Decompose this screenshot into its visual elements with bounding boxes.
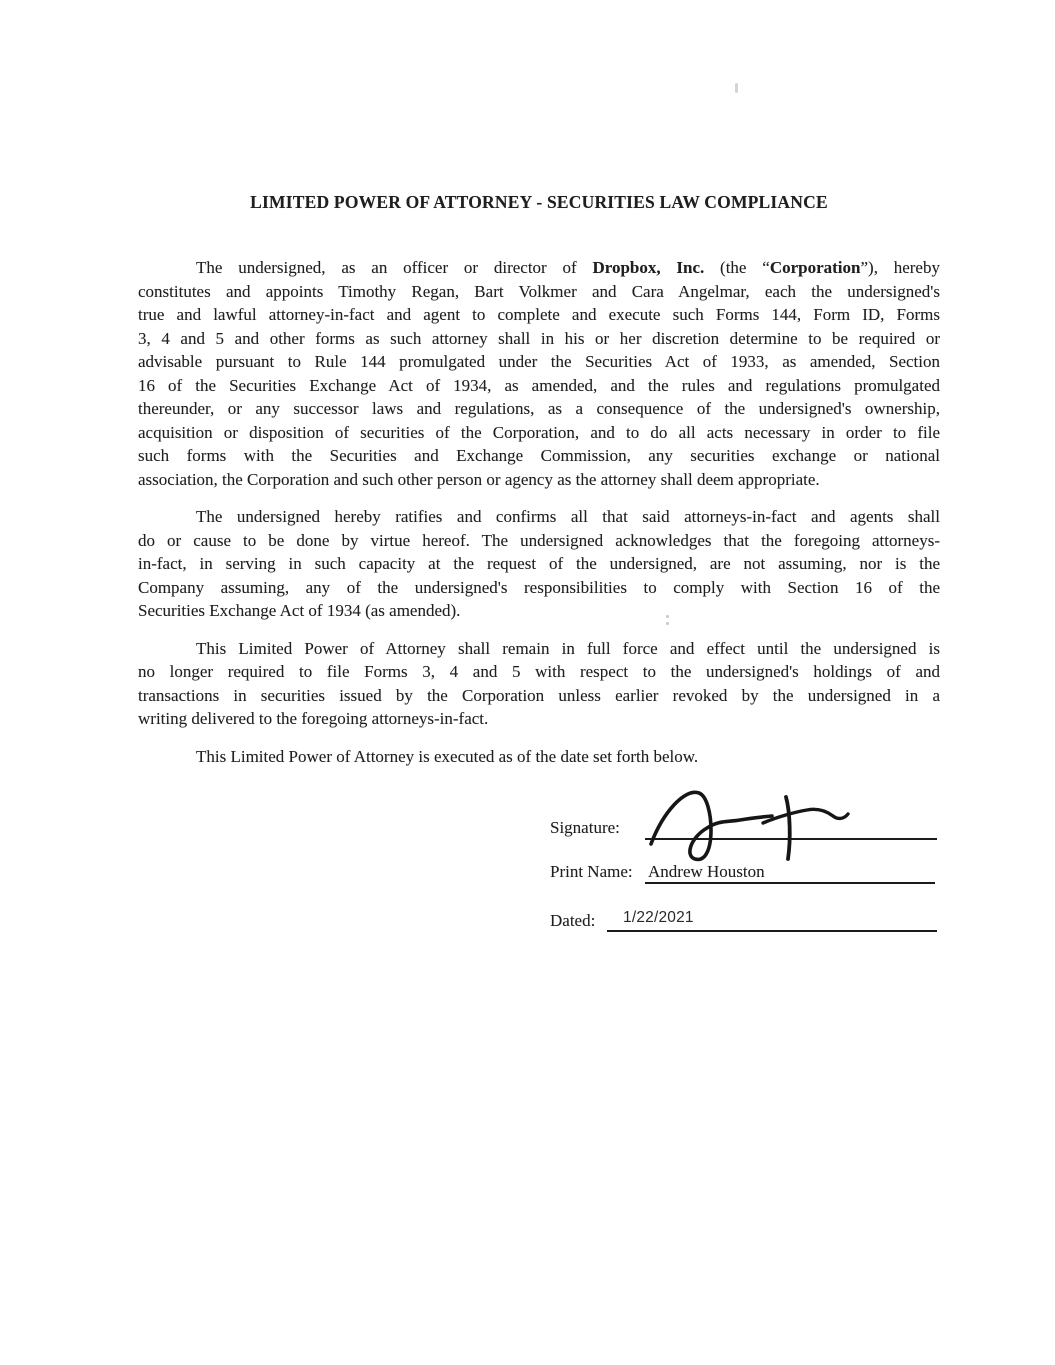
paragraph-ratification <box>138 505 940 623</box>
paragraph-line: Securities Exchange Act of 1934 (as amended). <box>138 601 461 620</box>
paragraph-line: This Limited Power of Attorney shall remain in full force and effect until the undersigned is <box>196 638 940 658</box>
paragraph-execution <box>138 745 940 769</box>
paragraph-line: advisable pursuant to Rule 144 promulgated under the Securities Act of 1933, as amended, Section <box>138 352 940 371</box>
dated-label: Dated: <box>550 911 596 930</box>
paragraph-duration <box>138 637 940 731</box>
paragraph-appointment <box>138 256 940 491</box>
paragraph-line: in-fact, in serving in such capacity at the request of the undersigned, are not assuming, nor is the <box>138 554 940 573</box>
paragraph-line: writing delivered to the foregoing attorneys-in-fact. <box>138 709 489 728</box>
document-body <box>138 190 940 782</box>
paragraph-line: constitutes and appoints Timothy Regan, Bart Volkmer and Cara Angelmar, each the undersigned's <box>138 281 940 301</box>
paragraph-line: such forms with the Securities and Exchange Commission, any securities exchange or national <box>138 446 940 465</box>
paragraph-line: Company assuming, any of the undersigned's responsibilities to comply with Section 16 of the <box>138 577 940 597</box>
paragraph-line: This Limited Power of Attorney is executed as of the date set forth below. <box>196 746 699 766</box>
signature-block <box>550 780 942 950</box>
print-name-label: Print Name: <box>550 862 633 881</box>
paragraph-line: transactions in securities issued by the Corporation unless earlier revoked by the undersigned in a <box>138 685 940 705</box>
paragraph-line: The undersigned hereby ratifies and confirms all that said attorneys-in-fact and agents shall <box>196 507 940 526</box>
dated-value: 1/22/2021 <box>623 909 694 926</box>
paragraph-line: The undersigned, as an officer or director of Dropbox, Inc. (the “Corporation”), hereby <box>196 258 940 277</box>
dated-line <box>607 930 937 932</box>
scan-artifact <box>735 83 738 93</box>
handwritten-signature-icon <box>645 782 855 867</box>
print-name-value: Andrew Houston <box>648 862 765 881</box>
signature-label: Signature: <box>550 818 620 837</box>
document-title: LIMITED POWER OF ATTORNEY - SECURITIES LAW COMPLIANCE <box>250 192 828 212</box>
print-name-line <box>645 882 935 884</box>
paragraph-line: 16 of the Securities Exchange Act of 1934, as amended, and the rules and regulations promulgated <box>138 375 940 395</box>
paragraph-line: do or cause to be done by virtue hereof. The undersigned acknowledges that the foregoing attorneys- <box>138 530 940 550</box>
paragraph-line: thereunder, or any successor laws and regulations, as a consequence of the undersigned's ownership, <box>138 399 940 418</box>
paragraph-line: true and lawful attorney-in-fact and agent to complete and execute such Forms 144, Form ID, Forms <box>138 305 940 324</box>
paragraph-line: 3, 4 and 5 and other forms as such attorney shall in his or her discretion determine to be required or <box>138 328 940 348</box>
paragraph-line: no longer required to file Forms 3, 4 and 5 with respect to the undersigned's holdings of and <box>138 662 940 681</box>
paragraph-line: acquisition or disposition of securities of the Corporation, and to do all acts necessary in order to file <box>138 422 940 442</box>
paragraph-line: association, the Corporation and such other person or agency as the attorney shall deem appropriate. <box>138 469 820 489</box>
